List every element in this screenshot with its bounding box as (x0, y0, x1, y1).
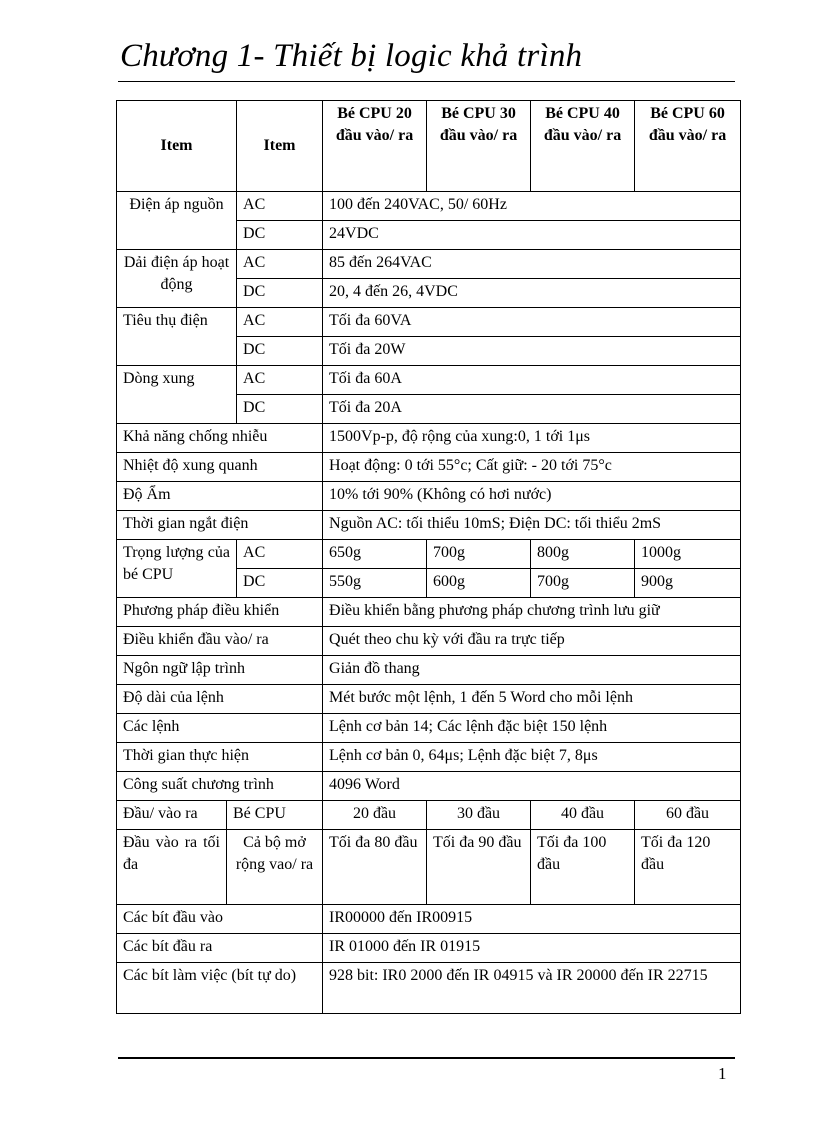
execution-time-label: Thời gian thực hiện (117, 743, 323, 772)
noise-immunity-label: Khả năng chống nhiễu (117, 424, 323, 453)
power-supply-label: Điện áp nguồn (117, 192, 237, 250)
weight-dc: DC (237, 569, 323, 598)
instruction-length-label: Độ dài của lệnh (117, 685, 323, 714)
operating-voltage-ac: AC (237, 250, 323, 279)
ambient-temp-label: Nhiệt độ xung quanh (117, 453, 323, 482)
table-row (117, 685, 741, 714)
header-cpu-30: Bé CPU 30 đầu vào/ ra (427, 101, 531, 192)
execution-time-value: Lệnh cơ bản 0, 64μs; Lệnh đặc biệt 7, 8μs (323, 743, 741, 772)
max-io-sub: Cả bộ mở rộng vao/ ra (227, 830, 323, 905)
weight-ac-40: 800g (531, 540, 635, 569)
output-bits-label: Các bít đầu ra (117, 934, 323, 963)
table-row (117, 714, 741, 743)
power-consumption-ac-value: Tối đa 60VA (323, 308, 741, 337)
weight-ac-30: 700g (427, 540, 531, 569)
power-consumption-ac: AC (237, 308, 323, 337)
humidity-label: Độ Ẩm (117, 482, 323, 511)
work-bits-label: Các bít làm việc (bít tự do) (117, 963, 323, 1014)
table-row (117, 743, 741, 772)
ambient-temp-value: Hoạt động: 0 tới 55°c; Cất giữ: - 20 tới 75°c (323, 453, 741, 482)
max-io-20: Tối đa 80 đầu (323, 830, 427, 905)
header-cpu-40: Bé CPU 40 đầu vào/ ra (531, 101, 635, 192)
weight-label: Trọng lượng của bé CPU (117, 540, 237, 598)
humidity-value: 10% tới 90% (Không có hơi nước) (323, 482, 741, 511)
input-bits-label: Các bít đầu vào (117, 905, 323, 934)
table-row (117, 424, 741, 453)
table-row (117, 453, 741, 482)
header-cpu-60: Bé CPU 60 đầu vào/ ra (635, 101, 741, 192)
max-io-label: Đầu vào ra tối đa (117, 830, 227, 905)
noise-immunity-value: 1500Vp-p, độ rộng của xung:0, 1 tới 1μs (323, 424, 741, 453)
max-io-60: Tối đa 120 đầu (635, 830, 741, 905)
weight-ac-20: 650g (323, 540, 427, 569)
io-control-label: Điều khiển đầu vào/ ra (117, 627, 323, 656)
footer-rule (118, 1057, 735, 1059)
operating-voltage-dc: DC (237, 279, 323, 308)
weight-ac-60: 1000g (635, 540, 741, 569)
max-io-30: Tối đa 90 đầu (427, 830, 531, 905)
control-method-value: Điều khiển bằng phương pháp chương trình lưu giữ (323, 598, 741, 627)
language-label: Ngôn ngữ lập trình (117, 656, 323, 685)
weight-ac: AC (237, 540, 323, 569)
table-row (117, 250, 741, 279)
operating-voltage-dc-value: 20, 4 đến 26, 4VDC (323, 279, 741, 308)
table-row (117, 905, 741, 934)
power-interrupt-value: Nguồn AC: tối thiểu 10mS; Điện DC: tối thiểu 2mS (323, 511, 741, 540)
table-row (117, 482, 741, 511)
table-row (117, 598, 741, 627)
power-consumption-dc: DC (237, 337, 323, 366)
power-consumption-label: Tiêu thụ điện (117, 308, 237, 366)
instructions-label: Các lệnh (117, 714, 323, 743)
table-row (117, 308, 741, 337)
weight-dc-20: 550g (323, 569, 427, 598)
language-value: Giản đồ thang (323, 656, 741, 685)
table-row (117, 627, 741, 656)
table-row (117, 963, 741, 1014)
io-points-sub: Bé CPU (227, 801, 323, 830)
output-bits-value: IR 01000 đến IR 01915 (323, 934, 741, 963)
table-row (117, 192, 741, 221)
table-row (117, 801, 741, 830)
table-row (117, 511, 741, 540)
operating-voltage-label: Dải điện áp hoạt động (117, 250, 237, 308)
page-title: Chương 1- Thiết bị logic khả trình (120, 38, 583, 74)
table-row (117, 540, 741, 569)
header-item-2: Item (237, 101, 323, 192)
io-points-label: Đầu/ vào ra (117, 801, 227, 830)
io-points-20: 20 đầu (323, 801, 427, 830)
weight-dc-60: 900g (635, 569, 741, 598)
control-method-label: Phương pháp điều khiển (117, 598, 323, 627)
inrush-current-dc: DC (237, 395, 323, 424)
program-capacity-value: 4096 Word (323, 772, 741, 801)
power-supply-ac: AC (237, 192, 323, 221)
power-interrupt-label: Thời gian ngắt điện (117, 511, 323, 540)
spec-table (116, 100, 741, 1014)
io-points-60: 60 đầu (635, 801, 741, 830)
program-capacity-label: Công suất chương trình (117, 772, 323, 801)
work-bits-value: 928 bit: IR0 2000 đến IR 04915 và IR 20000 đến IR 22715 (323, 963, 741, 1014)
header-item-1: Item (117, 101, 237, 192)
power-consumption-dc-value: Tối đa 20W (323, 337, 741, 366)
header-cpu-20: Bé CPU 20 đầu vào/ ra (323, 101, 427, 192)
table-row (117, 830, 741, 905)
weight-dc-30: 600g (427, 569, 531, 598)
power-supply-ac-value: 100 đến 240VAC, 50/ 60Hz (323, 192, 741, 221)
header-rule (118, 81, 735, 82)
instructions-value: Lệnh cơ bản 14; Các lệnh đặc biệt 150 lệnh (323, 714, 741, 743)
table-row (117, 934, 741, 963)
table-row (117, 366, 741, 395)
power-supply-dc-value: 24VDC (323, 221, 741, 250)
inrush-current-ac-value: Tối đa 60A (323, 366, 741, 395)
table-row (117, 656, 741, 685)
table-row (117, 772, 741, 801)
weight-dc-40: 700g (531, 569, 635, 598)
inrush-current-label: Dòng xung (117, 366, 237, 424)
max-io-40: Tối đa 100 đầu (531, 830, 635, 905)
inrush-current-dc-value: Tối đa 20A (323, 395, 741, 424)
io-points-40: 40 đầu (531, 801, 635, 830)
operating-voltage-ac-value: 85 đến 264VAC (323, 250, 741, 279)
table-header-row (117, 101, 741, 192)
page-number: 1 (718, 1064, 727, 1083)
io-points-30: 30 đầu (427, 801, 531, 830)
instruction-length-value: Mét bước một lệnh, 1 đến 5 Word cho mỗi lệnh (323, 685, 741, 714)
inrush-current-ac: AC (237, 366, 323, 395)
input-bits-value: IR00000 đến IR00915 (323, 905, 741, 934)
power-supply-dc: DC (237, 221, 323, 250)
io-control-value: Quét theo chu kỳ với đầu ra trực tiếp (323, 627, 741, 656)
